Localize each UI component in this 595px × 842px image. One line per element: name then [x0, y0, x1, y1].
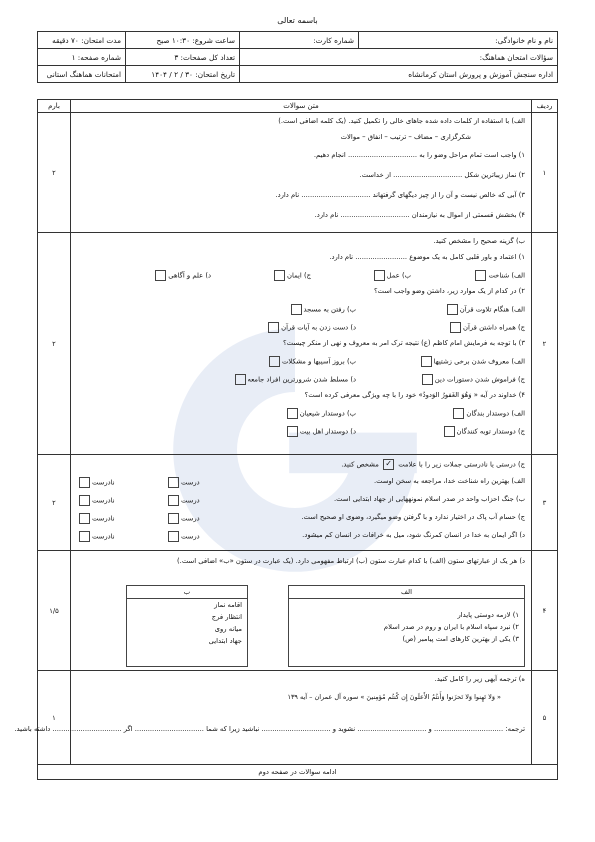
q2-s2-opt-a[interactable]: الف) هنگام تلاوت قرآن — [445, 304, 525, 315]
q5-instruction: ه) ترجمه آیهی زیر را کامل کنید. — [434, 675, 525, 683]
q3-number: ۳ — [532, 455, 558, 551]
q2-s3-opt-b[interactable]: ب) بروز آسیبها و مشکلات — [267, 356, 356, 367]
questions-table — [14, 99, 558, 780]
checkbox-icon[interactable] — [79, 477, 90, 488]
q1-item-3: ۳) آبی که خالص نیست و آن را از چیز دیگهای گرفتهاند ................................ نام دارد. — [275, 191, 525, 199]
q3-3-false[interactable]: نادرست — [77, 513, 115, 524]
q2-s4: ۴) خداوند در آیه « وَهُوَ الغَفورُ الوَدودُ» خود را با چه ویژگی معرفی کرده است؟ — [304, 391, 525, 399]
exam-title: سؤالات امتحان هماهنگ: — [240, 49, 558, 66]
q3-item-1: الف) بهترین راه شناخت خدا، مراجعه به سخن اوست. — [374, 477, 525, 485]
checkbox-icon[interactable] — [444, 426, 455, 437]
q4-score: ۱/۵ — [38, 551, 71, 671]
checkbox-icon[interactable] — [79, 531, 90, 542]
q1-item-1: ۱) واجب است تمام مراحل وضو را به ................................ انجام دهیم. — [313, 151, 525, 159]
q3-item-3: ج) حسام آب پاک در اختیار ندارد و با گرفتن وضو میگیرد، وضوی او صحیح است. — [301, 513, 525, 521]
exam-type: امتحانات هماهنگ استانی — [38, 66, 126, 83]
card-number-field[interactable]: شماره کارت: — [240, 32, 359, 49]
duration-unit: دقیقه — [52, 35, 69, 45]
q4-content — [71, 551, 532, 671]
q2-s3: ۳) با توجه به فرمایش امام کاظم (ع) نتیجه ترک امر به معروف و نهی از منکر چیست؟ — [283, 339, 525, 347]
q2-s3-opt-d[interactable]: د) مسلط شدن شرورترین افراد جامعه — [233, 374, 357, 385]
q2-s4-opt-c[interactable]: ج) دوستدار توبه کنندگان — [442, 426, 525, 437]
col-text-header: متن سوالات — [71, 100, 532, 113]
exam-date: تاریخ امتحان: ۳۰ / ۲ / ۱۴۰۴ — [126, 66, 240, 83]
duration-label: مدت امتحان: — [81, 35, 121, 45]
q3-2-true[interactable]: درست — [166, 495, 200, 506]
q3-1-true[interactable]: درست — [166, 477, 200, 488]
q4-instruction: د) هر یک از عبارتهای ستون (الف) با کدام عبارت ستون (ب) ارتباط مفهومی دارد. (یک عبارت در ستون «ب» اضافی است.) — [177, 557, 525, 565]
q2-s2-opt-c[interactable]: ج) همراه داشتن قرآن — [448, 322, 525, 333]
checkbox-icon[interactable] — [374, 270, 385, 281]
checkbox-icon[interactable] — [287, 426, 298, 437]
q4-b-item-4: جهاد ابتدایی — [208, 637, 242, 645]
checkbox-icon[interactable] — [168, 477, 179, 488]
q2-s4-opt-a[interactable]: الف) دوستدار بندگان — [451, 408, 525, 419]
checkbox-icon[interactable] — [155, 270, 166, 281]
checkbox-icon[interactable] — [168, 495, 179, 506]
col-row-header: ردیف — [532, 100, 558, 113]
q4-col-a-header: الف — [289, 586, 524, 599]
q1-instruction: الف) با استفاده از کلمات داده شده جاهای خالی را تکمیل کنید. (یک کلمه اضافی است.) — [278, 117, 525, 125]
q2-s2-opt-b[interactable]: ب) رفتن به مسجد — [289, 304, 356, 315]
q2-s1-opt-c[interactable]: ج) ایمان — [272, 270, 311, 281]
q3-item-2: ب) جنگ احزاب واحد در صدر اسلام نمونههایی از جهاد ابتدایی است. — [334, 495, 525, 503]
q5-score: ۱ — [38, 671, 71, 765]
q1-item-4: ۴) بخشش قسمتی از اموال به نیازمندان ................................ نام دارد. — [314, 211, 525, 219]
q3-4-true[interactable]: درست — [166, 531, 200, 542]
q3-content — [71, 455, 532, 551]
checkbox-icon[interactable] — [447, 304, 458, 315]
q5-verse: « وَلا تَهِنوا وَلا تَحزَنوا وَأَنتُمُ الأَعلَونَ إِن كُنتُم مُؤمِنينَ » سوره آل عمران – آیه ۱۳۹ — [287, 693, 501, 701]
checkbox-icon[interactable] — [168, 531, 179, 542]
q3-1-false[interactable]: نادرست — [77, 477, 115, 488]
checkbox-icon[interactable] — [475, 270, 486, 281]
q4-a-item-1: ۱) لازمه دوستی پایدار — [457, 611, 519, 619]
q1-content — [71, 113, 532, 233]
checkbox-icon[interactable] — [287, 408, 298, 419]
q1-number: ۱ — [532, 113, 558, 233]
start-time: ساعت شروع: ۱۰:۳۰ صبح — [126, 32, 240, 49]
duration-value: ۷۰ — [71, 35, 79, 45]
check-mark-icon: ✓ — [383, 459, 394, 470]
basmala: باسمه تعالی — [277, 16, 318, 25]
q2-s1: ۱) اعتماد و باور قلبی کامل به یک موضوع ........................ نام دارد. — [329, 253, 525, 261]
footer-note: ادامه سوالات در صفحه دوم — [38, 765, 558, 780]
checkbox-icon[interactable] — [274, 270, 285, 281]
q4-column-a — [288, 585, 525, 667]
q4-column-b — [126, 585, 248, 667]
q2-content — [71, 233, 532, 455]
q2-instruction: ب) گزینه صحیح را مشخص کنید. — [433, 237, 525, 245]
q4-b-item-3: میانه روی — [214, 625, 242, 633]
total-pages: تعداد کل صفحات: ۳ — [126, 49, 240, 66]
q2-s4-opt-d[interactable]: د) دوستدار اهل بیت — [285, 426, 356, 437]
q3-3-true[interactable]: درست — [166, 513, 200, 524]
checkbox-icon[interactable] — [450, 322, 461, 333]
q2-s1-opt-b[interactable]: ب) عمل — [372, 270, 411, 281]
q3-2-false[interactable]: نادرست — [77, 495, 115, 506]
col-score-header: بارم — [38, 100, 71, 113]
q3-instruction: ج) درستی یا نادرستی جملات زیر را با علامت ✓ مشخص کنید. — [341, 459, 525, 469]
checkbox-icon[interactable] — [235, 374, 246, 385]
name-field[interactable]: نام و نام خانوادگی: — [359, 32, 558, 49]
q2-s2: ۲) در کدام از یک موارد زیر، داشتن وضو واجب است؟ — [373, 287, 525, 295]
q2-s3-opt-a[interactable]: الف) معروف شدن برخی زشتیها — [419, 356, 525, 367]
checkbox-icon[interactable] — [79, 495, 90, 506]
checkbox-icon[interactable] — [269, 356, 280, 367]
q2-s3-opt-c[interactable]: ج) فراموش شدن دستورات دین — [420, 374, 525, 385]
q3-item-4: د) اگر ایمان به خدا در انسان کمرنگ شود، میل به خرافات در انسان کم میشود. — [302, 531, 525, 539]
q1-item-2: ۲) نماز زیباترین شکل ................................ از خداست. — [359, 171, 525, 179]
q3-score: ۲ — [38, 455, 71, 551]
exam-header — [37, 31, 558, 83]
q4-b-item-1: اقامه نماز — [214, 601, 242, 609]
q2-s1-opt-a[interactable]: الف) شناخت — [473, 270, 525, 281]
checkbox-icon[interactable] — [168, 513, 179, 524]
q4-number: ۴ — [532, 551, 558, 671]
q2-s2-opt-d[interactable]: د) دست زدن به آیات قرآن — [266, 322, 356, 333]
q1-word-bank: شکرگزاری – مضاف – ترتیب – انفاق – موالات — [340, 133, 471, 141]
q4-b-item-2: انتظار فرج — [211, 613, 242, 621]
q4-a-item-2: ۲) نبرد سپاه اسلام با ایران و روم در صدر اسلام — [383, 623, 519, 631]
checkbox-icon[interactable] — [421, 356, 432, 367]
duration — [38, 32, 126, 49]
checkbox-icon[interactable] — [268, 322, 279, 333]
checkbox-icon[interactable] — [79, 513, 90, 524]
checkbox-icon[interactable] — [453, 408, 464, 419]
q4-col-b-header: ب — [127, 586, 247, 599]
q5-translation[interactable]: ترجمه: ................................ و ................................ نشوید و ................................ نباشید زیرا که شما ................................ اگر ................................ داشته باشید. — [14, 725, 525, 733]
checkbox-icon[interactable] — [291, 304, 302, 315]
page-number: شماره صفحه: ۱ — [38, 49, 126, 66]
q2-number: ۲ — [532, 233, 558, 455]
q1-score: ۲ — [38, 113, 71, 233]
q2-s4-opt-b[interactable]: ب) دوستدار شیعیان — [285, 408, 356, 419]
q5-number: ۵ — [532, 671, 558, 765]
office-name: اداره سنجش آموزش و پرورش استان کرمانشاه — [240, 66, 558, 83]
q5-content — [14, 671, 532, 765]
q2-score: ۲ — [38, 233, 71, 455]
checkbox-icon[interactable] — [422, 374, 433, 385]
q3-4-false[interactable]: نادرست — [77, 531, 115, 542]
q2-s1-opt-d[interactable]: د) علم و آگاهی — [153, 270, 211, 281]
q4-a-item-3: ۳) یکی از بهترین کارهای امت پیامبر (ص) — [402, 635, 519, 643]
